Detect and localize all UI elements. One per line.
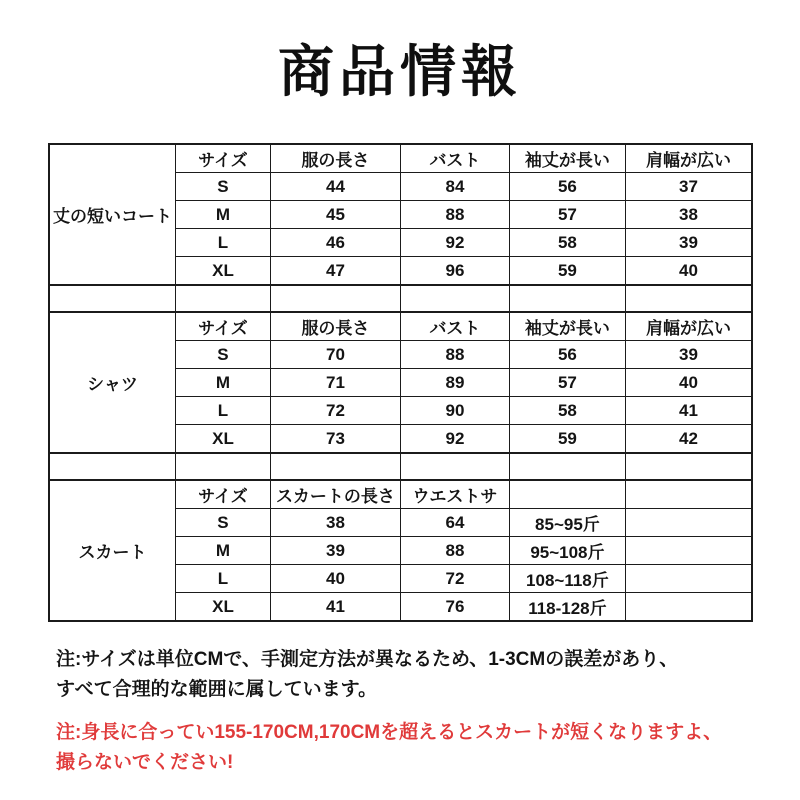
section-header-row — [49, 312, 752, 341]
column-header-cell: サイズ — [176, 312, 271, 341]
size-name-cell: L — [176, 565, 271, 593]
measurement-note-line1: 注:サイズは単位CMで、手測定方法が異なるため、1-3CMの誤差があり、 — [56, 649, 679, 670]
size-name-cell: XL — [176, 593, 271, 622]
height-warning-note — [56, 718, 756, 778]
section-label-cell: シャツ — [49, 312, 176, 453]
measurement-cell: 95~108斤 — [509, 537, 625, 565]
column-header-cell: 肩幅が広い — [625, 312, 752, 341]
page-title: 商品情報 — [278, 40, 522, 103]
section-header-row — [49, 144, 752, 173]
measurement-cell: 39 — [270, 537, 400, 565]
measurement-cell: 58 — [509, 229, 625, 257]
column-header-cell: 肩幅が広い — [625, 144, 752, 173]
measurement-cell: 96 — [400, 257, 509, 286]
size-name-cell: S — [176, 173, 271, 201]
column-header-cell: バスト — [400, 144, 509, 173]
section-header-row — [49, 480, 752, 509]
column-header-cell: バスト — [400, 312, 509, 341]
size-chart-body — [49, 144, 752, 621]
measurement-cell: 70 — [270, 341, 400, 369]
measurement-cell: 76 — [400, 593, 509, 622]
measurement-cell: 44 — [270, 173, 400, 201]
measurement-cell: 42 — [625, 425, 752, 454]
measurement-cell: 92 — [400, 425, 509, 454]
section-label-cell: 丈の短いコート — [49, 144, 176, 285]
section-label-cell: スカート — [49, 480, 176, 621]
measurement-cell: 57 — [509, 201, 625, 229]
measurement-cell: 108~118斤 — [509, 565, 625, 593]
measurement-cell: 73 — [270, 425, 400, 454]
spacer-cell — [625, 285, 752, 312]
size-name-cell: M — [176, 201, 271, 229]
measurement-cell: 118-128斤 — [509, 593, 625, 622]
measurement-cell: 45 — [270, 201, 400, 229]
measurement-cell: 88 — [400, 201, 509, 229]
measurement-cell: 72 — [270, 397, 400, 425]
size-name-cell: S — [176, 509, 271, 537]
measurement-cell: 88 — [400, 341, 509, 369]
size-name-cell: S — [176, 341, 271, 369]
measurement-cell: 41 — [270, 593, 400, 622]
measurement-cell — [625, 593, 752, 622]
column-header-cell — [625, 480, 752, 509]
measurement-cell: 59 — [509, 257, 625, 286]
measurement-note — [56, 645, 756, 705]
column-header-cell — [509, 480, 625, 509]
size-name-cell: XL — [176, 257, 271, 286]
column-header-cell: ウエストサ — [400, 480, 509, 509]
measurement-cell: 47 — [270, 257, 400, 286]
measurement-cell: 64 — [400, 509, 509, 537]
measurement-cell: 58 — [509, 397, 625, 425]
spacer-cell — [509, 453, 625, 480]
spacer-cell — [49, 285, 176, 312]
measurement-cell: 46 — [270, 229, 400, 257]
size-name-cell: M — [176, 537, 271, 565]
measurement-cell: 37 — [625, 173, 752, 201]
height-warning-line2: 撮らないでください! — [56, 752, 234, 773]
measurement-cell: 38 — [270, 509, 400, 537]
measurement-cell: 59 — [509, 425, 625, 454]
spacer-cell — [400, 453, 509, 480]
size-name-cell: XL — [176, 425, 271, 454]
spacer-cell — [270, 453, 400, 480]
measurement-cell: 41 — [625, 397, 752, 425]
measurement-cell: 85~95斤 — [509, 509, 625, 537]
column-header-cell: サイズ — [176, 480, 271, 509]
measurement-cell: 72 — [400, 565, 509, 593]
spacer-cell — [400, 285, 509, 312]
column-header-cell: サイズ — [176, 144, 271, 173]
section-spacer-row — [49, 453, 752, 480]
column-header-cell: 服の長さ — [270, 312, 400, 341]
spacer-cell — [49, 453, 176, 480]
section-spacer-row — [49, 285, 752, 312]
measurement-cell: 90 — [400, 397, 509, 425]
size-name-cell: M — [176, 369, 271, 397]
measurement-cell — [625, 537, 752, 565]
measurement-cell: 89 — [400, 369, 509, 397]
measurement-cell: 56 — [509, 341, 625, 369]
measurement-note-line2: すべて合理的な範囲に属しています。 — [56, 679, 378, 700]
spacer-cell — [509, 285, 625, 312]
measurement-cell: 38 — [625, 201, 752, 229]
measurement-cell — [625, 509, 752, 537]
spacer-cell — [176, 285, 271, 312]
column-header-cell: 服の長さ — [270, 144, 400, 173]
spacer-cell — [270, 285, 400, 312]
column-header-cell: スカートの長さ — [270, 480, 400, 509]
size-name-cell: L — [176, 229, 271, 257]
column-header-cell: 袖丈が長い — [509, 312, 625, 341]
spacer-cell — [625, 453, 752, 480]
column-header-cell: 袖丈が長い — [509, 144, 625, 173]
measurement-cell — [625, 565, 752, 593]
measurement-cell: 57 — [509, 369, 625, 397]
measurement-cell: 39 — [625, 229, 752, 257]
measurement-cell: 40 — [625, 369, 752, 397]
measurement-cell: 40 — [270, 565, 400, 593]
measurement-cell: 84 — [400, 173, 509, 201]
measurement-cell: 92 — [400, 229, 509, 257]
size-name-cell: L — [176, 397, 271, 425]
measurement-cell: 40 — [625, 257, 752, 286]
spacer-cell — [176, 453, 271, 480]
measurement-cell: 71 — [270, 369, 400, 397]
measurement-cell: 56 — [509, 173, 625, 201]
measurement-cell: 39 — [625, 341, 752, 369]
height-warning-line1: 注:身長に合ってい155-170CM,170CMを超えるとスカートが短くなりますよ、 — [56, 722, 723, 743]
measurement-cell: 88 — [400, 537, 509, 565]
size-chart-table — [48, 143, 753, 622]
